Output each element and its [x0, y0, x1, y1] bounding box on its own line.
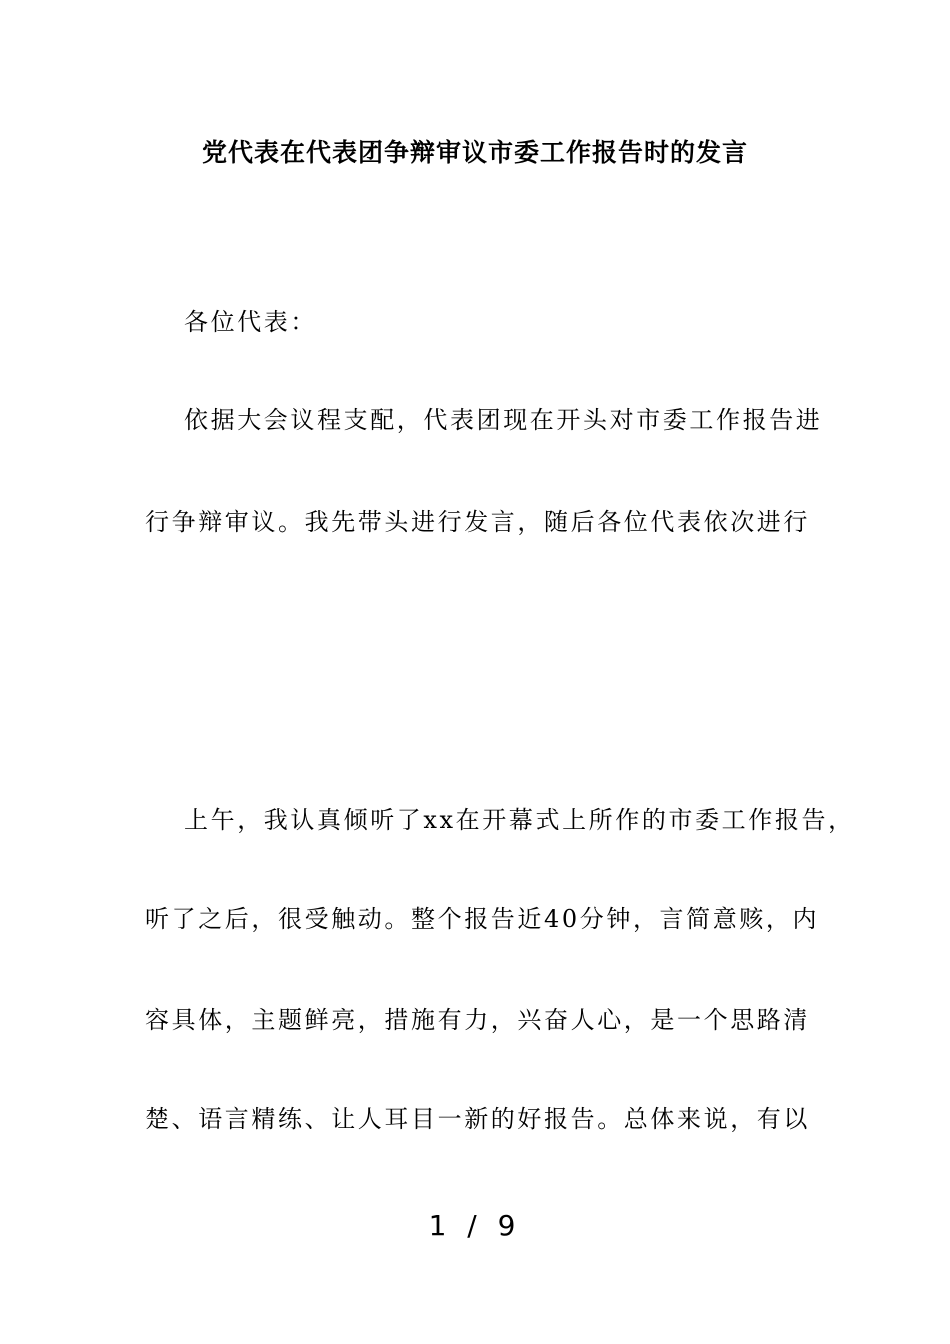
page-number: 1 / 9: [428, 1209, 522, 1242]
paragraph-2-line-4: 楚、语言精练、让人耳目一新的好报告。总体来说，有以: [145, 1105, 810, 1133]
document-title: 党代表在代表团争辩审议市委工作报告时的发言: [201, 138, 748, 167]
paragraph-2-line-2: 听了之后，很受触动。整个报告近40分钟，言简意赅，内: [145, 905, 820, 933]
paragraph-2-line-3: 容具体，主题鲜亮，措施有力，兴奋人心，是一个思路清: [145, 1006, 810, 1034]
paragraph-2-line-1: 上午，我认真倾听了xx在开幕式上所作的市委工作报告，: [184, 806, 855, 834]
salutation: 各位代表：: [184, 308, 317, 336]
paragraph-1-line-1: 依据大会议程支配，代表团现在开头对市委工作报告进: [184, 406, 823, 434]
paragraph-1-line-2: 行争辩审议。我先带头进行发言，随后各位代表依次进行: [145, 508, 810, 536]
